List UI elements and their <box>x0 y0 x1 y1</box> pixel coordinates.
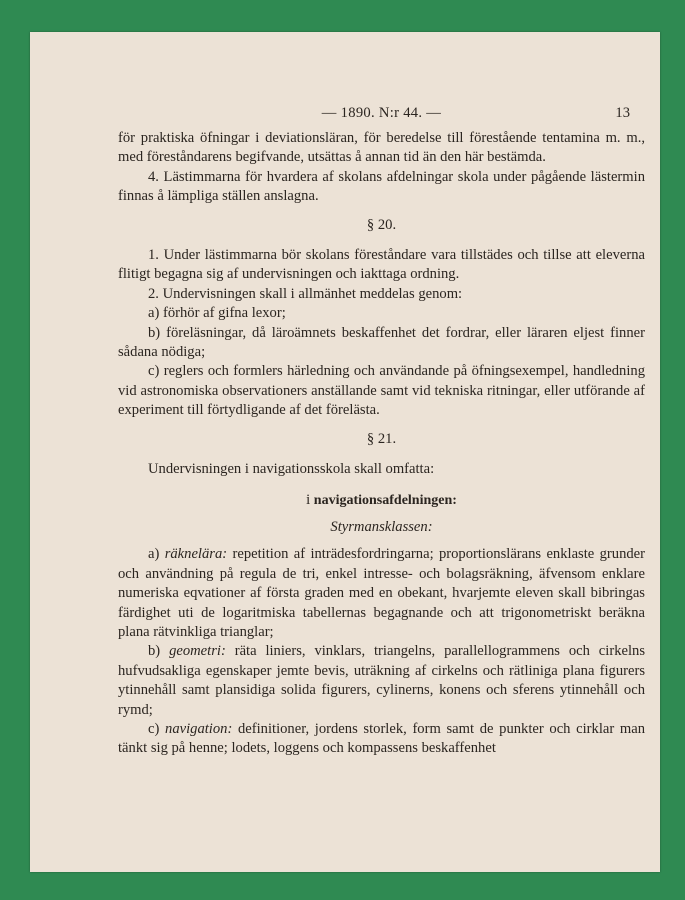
subheading-navigation <box>118 491 645 510</box>
subject-term-c: navigation: <box>165 720 233 737</box>
subheading-bold: navigationsafdelningen: <box>313 492 457 508</box>
subject-item-c <box>118 720 645 759</box>
paragraph-item-1: 1. Under lästimmarna bör skolans föreståndare vara tillstädes och tillse att eleverna flitigt begagna sig af undervisningen och iakttaga ordning. <box>118 247 645 283</box>
list-item-b: b) föreläsningar, då läroämnets beskaffenhet det fordrar, eller läraren eljest finner sådana nödiga; <box>118 324 645 361</box>
paragraph-continuation: för praktiska öfningar i deviationsläran, för beredelse till förestående tentamina m. m., med föreståndarens begifvande, utsättas å annan tid än den här bestämda. <box>118 130 645 166</box>
header-title: — 1890. N:r 44. — <box>321 105 442 121</box>
subject-term-a: räknelära: <box>164 546 228 563</box>
section-heading-21: § 21. <box>366 430 397 447</box>
subject-item-b <box>118 642 645 720</box>
subheading-prefix: i <box>306 491 311 508</box>
page-text-block <box>118 104 645 759</box>
subject-text-b: räta liniers, vinklars, triangelns, parallellogrammens och cirkelns hufvudsakliga egenskaper jemte bevis, uträkning af cirkelns och rätliniga plana figurers ytinnehåll samt plansidiga solida figurers, cylinerns, konens och sferens ytinnehåll och rymd; <box>118 643 645 718</box>
paragraph-intro: Undervisningen i navigationsskola skall omfatta: <box>148 461 435 478</box>
subject-item-a <box>118 545 645 642</box>
subject-label-b: b) <box>148 643 161 660</box>
paragraph-item-4: 4. Lästimmarna för hvardera af skolans afdelningar skola under pågående lästermin finnas å lämpliga ställen anslagna. <box>118 168 645 205</box>
paragraph-item-2: 2. Undervisningen skall i allmänhet meddelas genom: <box>148 285 463 302</box>
subject-label-c: c) <box>148 720 160 737</box>
list-item-c: c) reglers och formlers härledning och användande på öfningsexempel, handledning vid astronomiska observationers anställande samt vid tekniska ritningar, eller utförande af experiment till förtydligande af det förelästa. <box>118 363 645 419</box>
list-item-a: a) förhör af gifna lexor; <box>148 305 286 322</box>
subheading-styrmansklassen: Styrmansklassen: <box>330 518 433 535</box>
subject-term-b: geometri: <box>169 643 226 660</box>
subject-text-a: repetition af inträdesfordringarna; proportionslärans enklaste grunder och användning på regula de tri, enkel intresse- och bolagsräkning, äfvensom enklare numeriska eqvationer af första graden med en obekant, hvarjemte eleven skall bibringas färdighet uti de logaritmiska tabellernas begagnande och att trigonometriskt beräkna plana rätvinkliga trianglar; <box>118 546 645 640</box>
subject-label-a: a) <box>148 546 160 563</box>
running-header <box>118 104 645 126</box>
document-page <box>30 32 660 872</box>
section-heading-20: § 20. <box>366 216 397 233</box>
page-number: 13 <box>615 105 630 121</box>
subject-text-c: definitioner, jordens storlek, form samt de punkter och cirklar man tänkt sig på henne; lodets, loggens och kompassens beskaffenhet <box>118 720 645 757</box>
